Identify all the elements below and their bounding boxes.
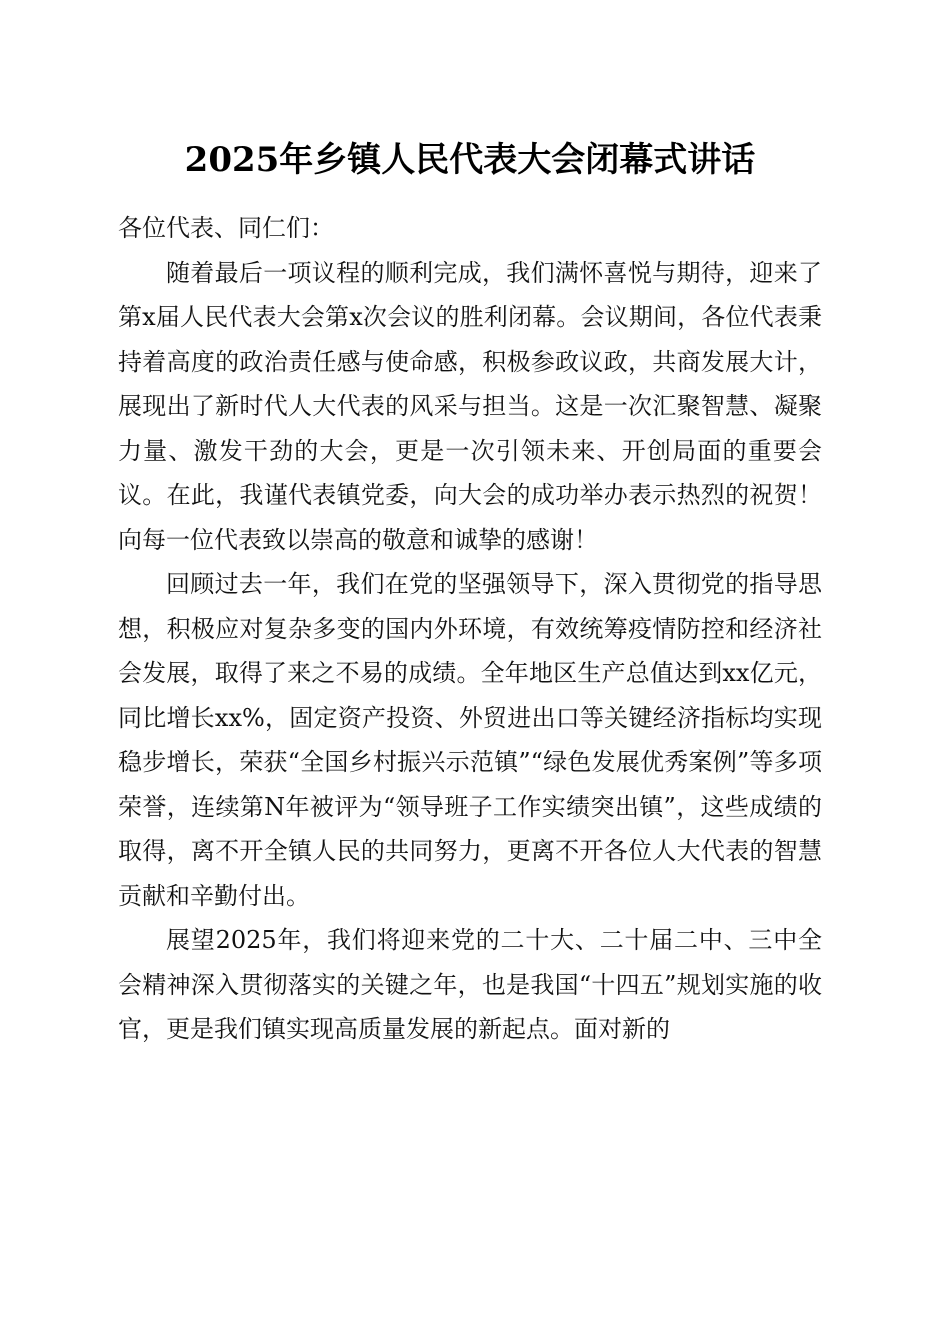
- document-body: [118, 206, 822, 1052]
- paragraph-outlook: 展望2025年，我们将迎来党的二十大、二十届二中、三中全会精神深入贯彻落实的关键之年，也是我国“十四五”规划实施的收官，更是我们镇实现高质量发展的新起点。面对新的: [118, 926, 822, 1043]
- document-title: 2025年乡镇人民代表大会闭幕式讲话: [184, 140, 756, 180]
- paragraph-review: 回顾过去一年，我们在党的坚强领导下，深入贯彻党的指导思想，积极应对复杂多变的国内外环境，有效统筹疫情防控和经济社会发展，取得了来之不易的成绩。全年地区生产总值达到xx亿元，同比增长xx%，固定资产投资、外贸进出口等关键经济指标均实现稳步增长，荣获“全国乡村振兴示范镇”“绿色发展优秀案例”等多项荣誉，连续第N年被评为“领导班子工作实绩突出镇”，这些成绩的取得，离不开全镇人民的共同努力，更离不开各位人大代表的智慧贡献和辛勤付出。: [118, 570, 822, 910]
- salutation: 各位代表、同仁们：: [118, 214, 334, 242]
- paragraph-opening: 随着最后一项议程的顺利完成，我们满怀喜悦与期待，迎来了第x届人民代表大会第x次会议的胜利闭幕。会议期间，各位代表秉持着高度的政治责任感与使命感，积极参政议政，共商发展大计，展现出了新时代人大代表的风采与担当。这是一次汇聚智慧、凝聚力量、激发干劲的大会，更是一次引领未来、开创局面的重要会议。在此，我谨代表镇党委，向大会的成功举办表示热烈的祝贺！向每一位代表致以崇高的敬意和诚挚的感谢！: [118, 258, 822, 554]
